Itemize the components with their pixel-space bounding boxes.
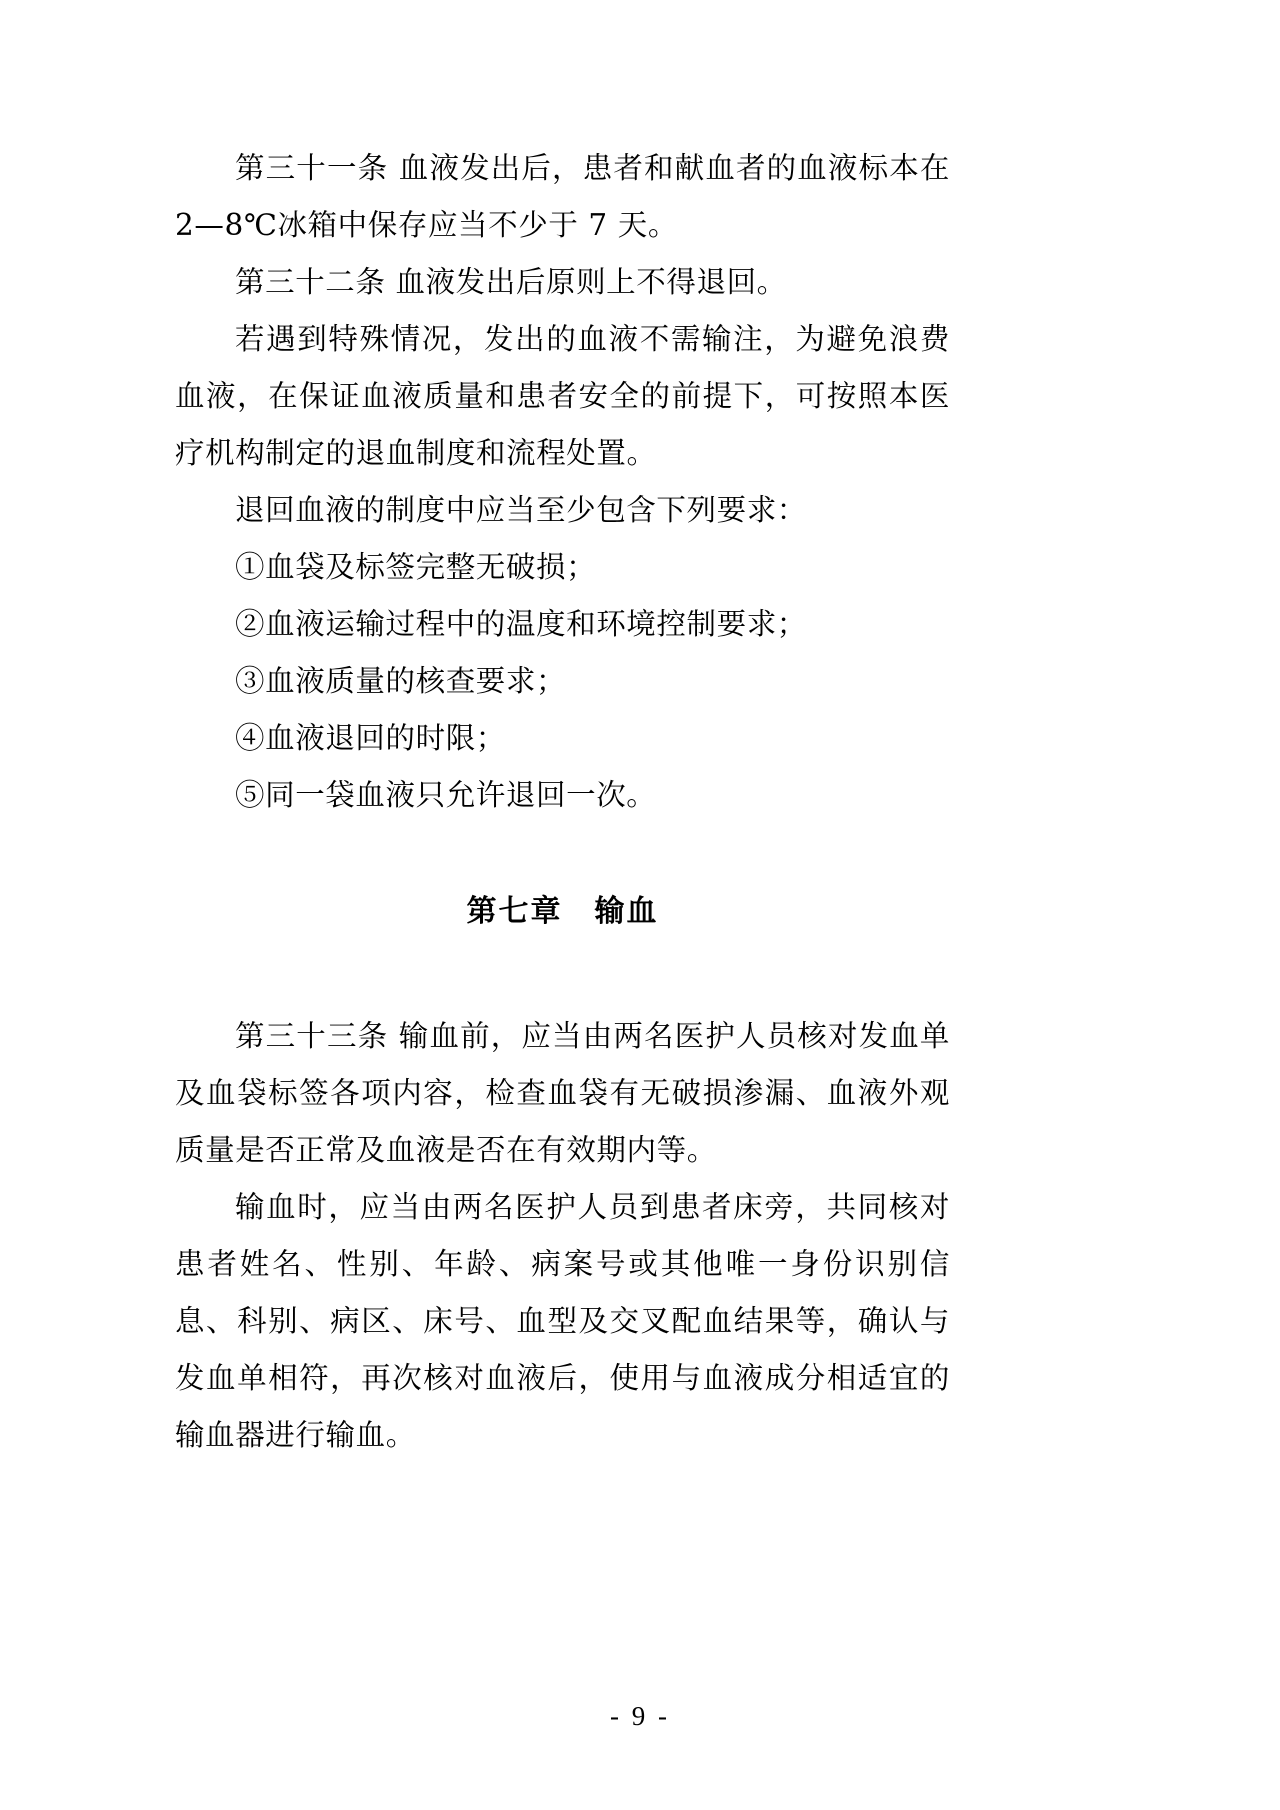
document-body bbox=[175, 140, 950, 1464]
return-blood-item-2: ②血液运输过程中的温度和环境控制要求； bbox=[235, 607, 807, 641]
return-blood-intro: 退回血液的制度中应当至少包含下列要求： bbox=[235, 493, 807, 527]
article-32: 第三十二条 血液发出后原则上不得退回。 bbox=[235, 265, 787, 299]
article-33-para-2: 输血时，应当由两名医护人员到患者床旁，共同核对患者姓名、性别、年龄、病案号或其他唯一身份识别信息、科别、病区、床号、血型及交叉配血结果等，确认与发血单相符，再次核对血液后，使用与血液成分相适宜的输血器进行输血。 bbox=[175, 1190, 950, 1452]
chapter-7-heading: 第七章 输血 bbox=[466, 894, 659, 929]
article-33: 第三十三条 输血前，应当由两名医护人员核对发血单及血袋标签各项内容，检查血袋有无破损渗漏、血液外观质量是否正常及血液是否在有效期内等。 bbox=[175, 1019, 950, 1167]
page-number: - 9 - bbox=[610, 1701, 670, 1731]
return-blood-item-3: ③血液质量的核查要求； bbox=[235, 664, 567, 698]
article-31: 第三十一条 血液发出后，患者和献血者的血液标本在2—8℃冰箱中保存应当不少于 7 天。 bbox=[175, 151, 950, 242]
article-32-para-2: 若遇到特殊情况，发出的血液不需输注，为避免浪费血液，在保证血液质量和患者安全的前提下，可按照本医疗机构制定的退血制度和流程处置。 bbox=[175, 322, 950, 470]
return-blood-item-1: ①血袋及标签完整无破损； bbox=[235, 550, 597, 584]
return-blood-item-4: ④血液退回的时限； bbox=[235, 721, 506, 755]
chapter-spacer-bottom bbox=[175, 930, 950, 1008]
return-blood-item-5: ⑤同一袋血液只允许退回一次。 bbox=[235, 778, 657, 812]
chapter-spacer-top bbox=[175, 824, 950, 886]
